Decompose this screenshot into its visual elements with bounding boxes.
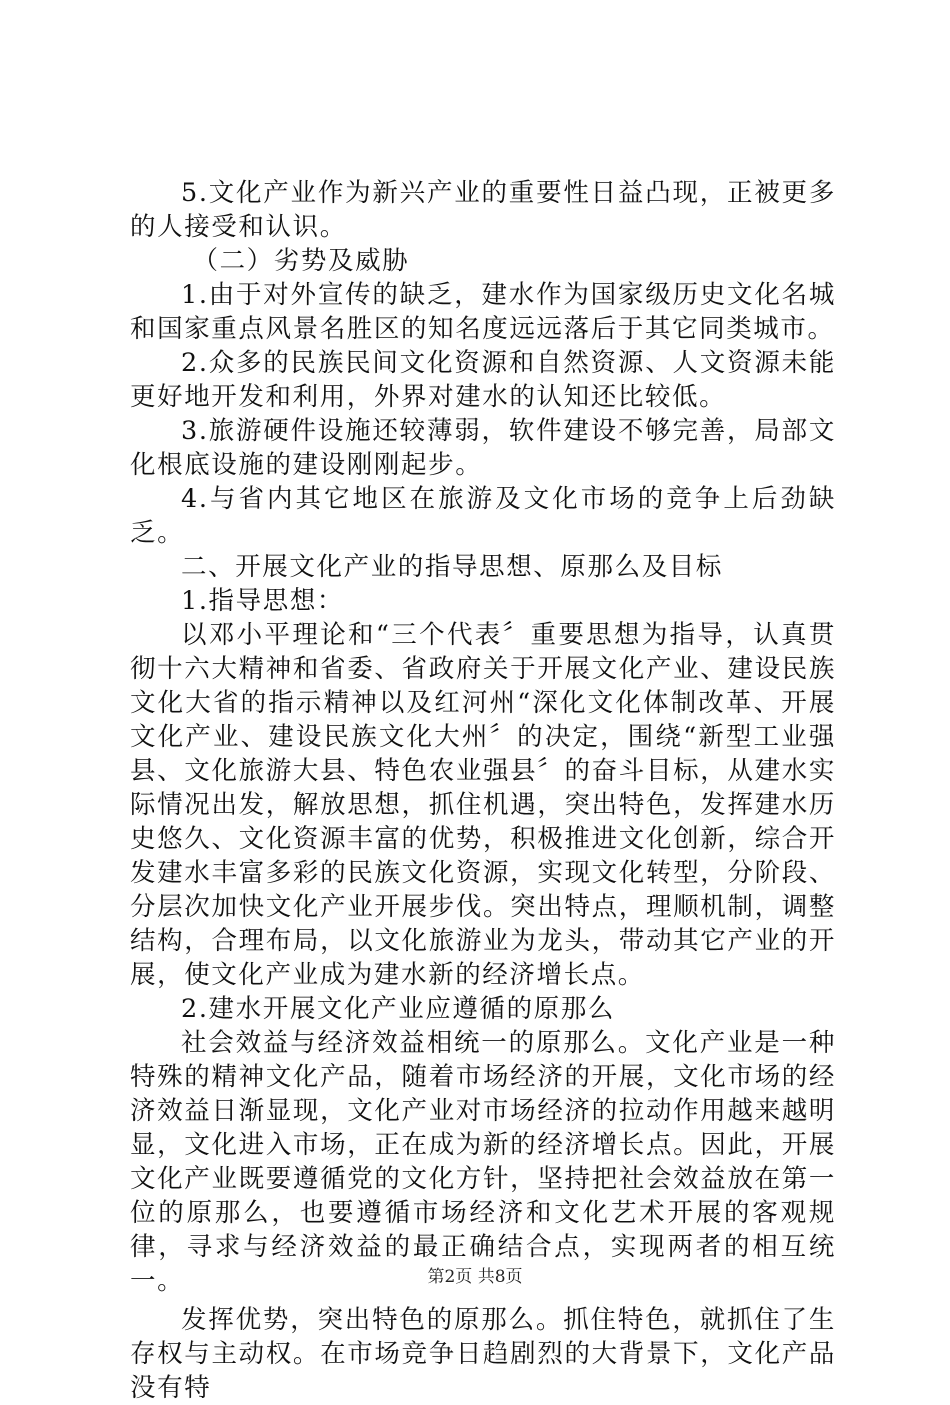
subheading-principles: 2.建水开展文化产业应遵循的原那么: [181, 994, 616, 1024]
paragraph-cultural-industry-importance: 5.文化产业作为新兴产业的重要性日益凸现，正被更多的人接受和认识。: [130, 178, 836, 242]
paragraph-weakness-infrastructure: 3.旅游硬件设施还较薄弱，软件建设不够完善，局部文化根底设施的建设刚刚起步。: [130, 416, 836, 480]
page-number-footer: 第2页 共8页: [427, 1267, 523, 1287]
paragraph-weakness-resources: 2.众多的民族民间文化资源和自然资源、人文资源未能更好地开发和利用，外界对建水的认知还比较低。: [130, 348, 836, 412]
paragraph-weakness-competition: 4.与省内其它地区在旅游及文化市场的竞争上后劲缺乏。: [130, 484, 836, 548]
paragraph-principle-social-economic: 社会效益与经济效益相统一的原那么。文化产业是一种特殊的精神文化产品，随着市场经济的开展，文化市场的经济效益日渐显现，文化产业对市场经济的拉动作用越来越明显，文化进入市场，正在成为新的经济增长点。因此，开展文化产业既要遵循党的文化方针，坚持把社会效益放在第一位的原那么，也要遵循市场经济和文化艺术开展的客观规律，寻求与经济效益的最正确结合点，实现两者的相互统一。: [130, 1028, 836, 1296]
paragraph-principle-advantages: 发挥优势，突出特色的原那么。抓住特色，就抓住了生存权与主动权。在市场竞争日趋剧烈的大背景下，文化产品没有特: [130, 1305, 836, 1403]
paragraph-weakness-publicity: 1.由于对外宣传的缺乏，建水作为国家级历史文化名城和国家重点风景名胜区的知名度远远落后于其它同类城市。: [130, 280, 836, 344]
section-heading-weaknesses-threats: （二）劣势及威胁: [192, 246, 410, 276]
subheading-guiding-ideology: 1.指导思想：: [181, 586, 345, 616]
document-body: [130, 176, 836, 1405]
section-heading-guiding-principles: 二、开展文化产业的指导思想、原那么及目标: [181, 552, 724, 582]
paragraph-guiding-ideology: 以邓小平理论和“三个代表〞重要思想为指导，认真贯彻十六大精神和省委、省政府关于开展文化产业、建设民族文化大省的指示精神以及红河州“深化文化体制改革、开展文化产业、建设民族文化大州〞的决定，围绕“新型工业强县、文化旅游大县、特色农业强县〞的奋斗目标，从建水实际情况出发，解放思想，抓住机遇，突出特色，发挥建水历史悠久、文化资源丰富的优势，积极推进文化创新，综合开发建水丰富多彩的民族文化资源，实现文化转型，分阶段、分层次加快文化产业开展步伐。突出特点，理顺机制，调整结构，合理布局，以文化旅游业为龙头，带动其它产业的开展，使文化产业成为建水新的经济增长点。: [130, 620, 836, 990]
